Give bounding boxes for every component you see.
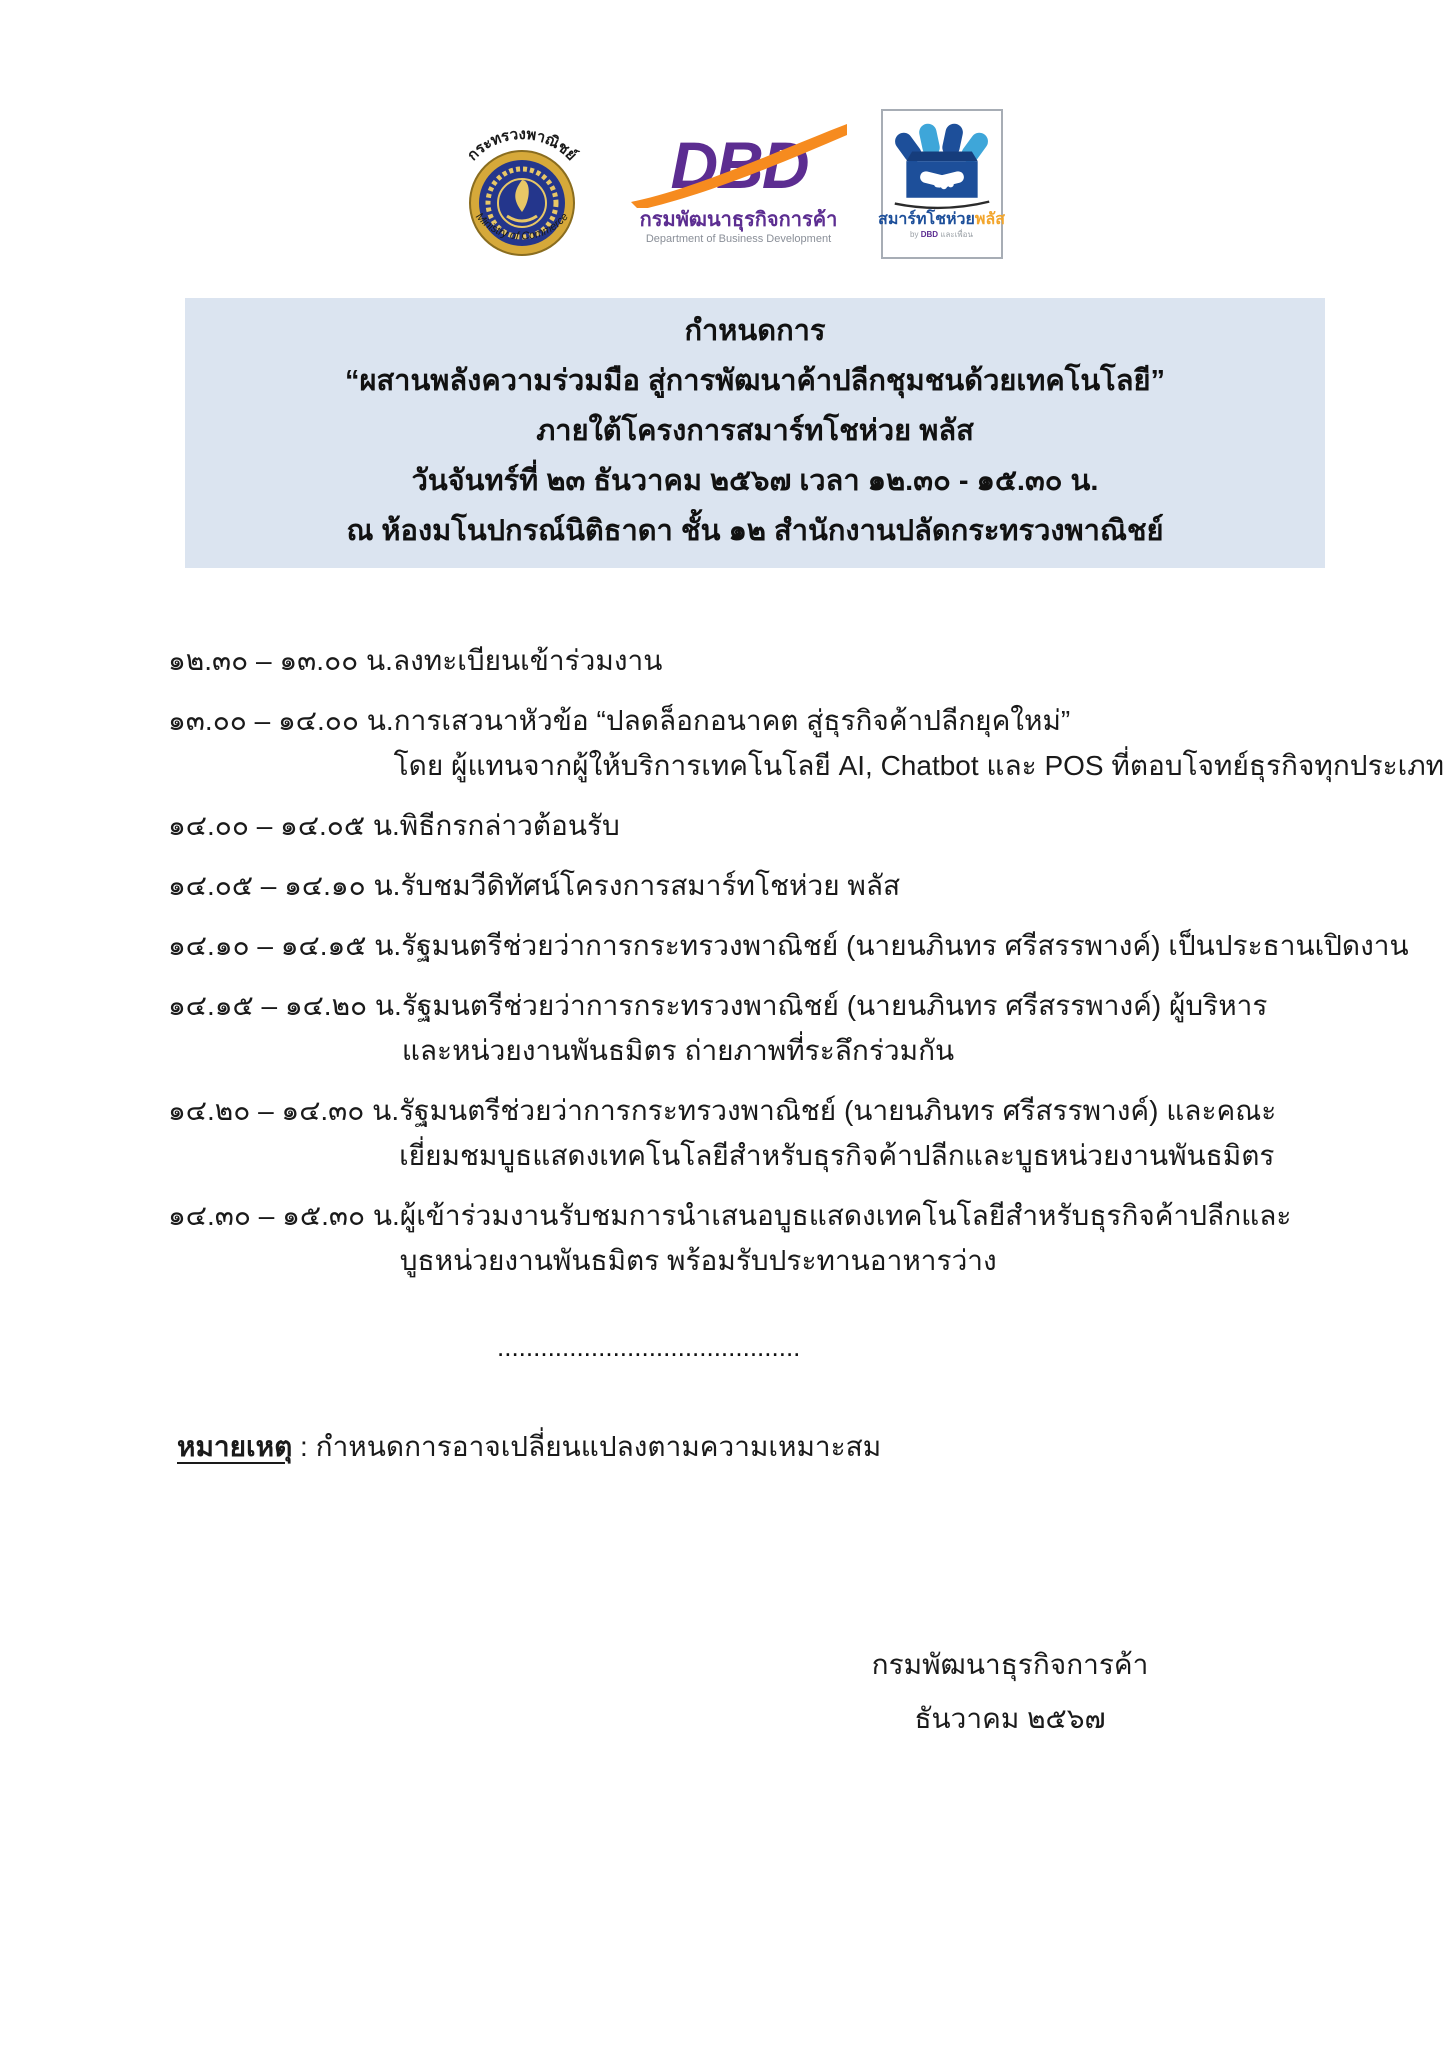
schedule-row: [168, 698, 1445, 788]
smart-chohuay-plus-icon: [889, 119, 995, 211]
agenda-header-block: [185, 298, 1325, 568]
footer-organization: กรมพัฒนาธุรกิจการค้า: [871, 1649, 1149, 1680]
agenda-program: ภายใต้โครงการสมาร์ทโชห่วย พลัส: [536, 415, 974, 447]
schedule-row: [168, 863, 1408, 908]
agenda-title: กำหนดการ: [684, 315, 826, 347]
agenda-datetime: วันจันทร์ที่ ๒๓ ธันวาคม ๒๕๖๗ เวลา ๑๒.๓๐ - ๑๕.๓๐ น.: [411, 465, 1099, 497]
dbd-logo: [629, 122, 849, 246]
note-label: หมายเหตุ: [177, 1431, 293, 1462]
schedule-description-line: และหน่วยงานพันธมิตร ถ่ายภาพที่ระลึกร่วมกัน: [401, 1035, 955, 1066]
schedule-description-line: รับชมวีดิทัศน์โครงการสมาร์ทโชห่วย พลัส: [400, 870, 901, 901]
dotted-separator: ..........................................: [497, 1332, 801, 1362]
schedule-time: ๑๒.๓๐ – ๑๓.๐๐ น.: [168, 645, 393, 676]
moc-arc-top-text: กระทรวงพาณิชย์: [463, 125, 580, 165]
schedule-description: [402, 983, 1408, 1073]
schedule-time: ๑๔.๑๕ – ๑๔.๒๐ น.: [168, 990, 402, 1021]
smart-byline-rest: และเพื่อน: [940, 230, 973, 239]
smart-chohuay-title: [878, 211, 1005, 229]
schedule-description-line: ผู้เข้าร่วมงานรับชมการนำเสนอบูธแสดงเทคโนโลยีสำหรับธุรกิจค้าปลีกและ: [399, 1200, 1292, 1231]
schedule-description-line: รัฐมนตรีช่วยว่าการกระทรวงพาณิชย์ (นายนภินทร ศรีสรรพางค์) และคณะ: [399, 1095, 1277, 1126]
smart-chohuay-plus-logo: [878, 109, 1005, 259]
schedule-row: [168, 803, 1408, 848]
schedule-description-line: พิธีกรกล่าวต้อนรับ: [399, 810, 620, 841]
note-colon: :: [292, 1431, 316, 1462]
moc-seal-icon: [447, 100, 597, 268]
schedule-row: [168, 1193, 1408, 1283]
schedule-row: [168, 983, 1408, 1073]
schedule-description: [400, 1193, 1408, 1283]
schedule-description: [401, 923, 1409, 968]
schedule-time: ๑๔.๐๐ – ๑๔.๐๕ น.: [168, 810, 400, 841]
schedule-description: [400, 863, 1408, 908]
logo-row: [0, 100, 1449, 268]
schedule-time: ๑๓.๐๐ – ๑๔.๐๐ น.: [168, 705, 394, 736]
dbd-thai-name: กรมพัฒนาธุรกิจการค้า: [639, 209, 838, 231]
schedule-description: [399, 1088, 1408, 1178]
smart-byline-brand: DBD: [920, 230, 939, 239]
note-text: กำหนดการอาจเปลี่ยนแปลงตามความเหมาะสม: [315, 1431, 882, 1462]
schedule-description-line: โดย ผู้แทนจากผู้ให้บริการเทคโนโลยี AI, Chatbot และ POS ที่ตอบโจทย์ธุรกิจทุกประเภท: [393, 750, 1445, 781]
schedule-time: ๑๔.๑๐ – ๑๔.๑๕ น.: [168, 930, 402, 961]
dbd-acronym-text: DBD: [670, 128, 807, 202]
dbd-english-name: Department of Business Development: [645, 233, 832, 245]
schedule-description-line: ลงทะเบียนเข้าร่วมงาน: [392, 645, 663, 676]
schedule-time: ๑๔.๐๕ – ๑๔.๑๐ น.: [168, 870, 401, 901]
footer-date: ธันวาคม ๒๕๖๗: [914, 1703, 1106, 1734]
schedule-row: [168, 923, 1408, 968]
schedule-row: [168, 1088, 1408, 1178]
schedule-time: ๑๔.๒๐ – ๑๔.๓๐ น.: [168, 1095, 400, 1126]
smart-byline-by: by: [910, 230, 919, 239]
schedule-description-line: การเสวนาหัวข้อ “ปลดล็อกอนาคต สู่ธุรกิจค้าปลีกยุคใหม่”: [393, 705, 1071, 736]
schedule-list: [168, 638, 1445, 1298]
schedule-row: [168, 638, 1408, 683]
schedule-description-line: รัฐมนตรีช่วยว่าการกระทรวงพาณิชย์ (นายนภินทร ศรีสรรพางค์) ผู้บริหาร: [401, 990, 1268, 1021]
smart-chohuay-title-suffix: พลัส: [974, 211, 1005, 228]
dbd-logo-icon: [629, 122, 849, 208]
schedule-description: [400, 803, 1408, 848]
smart-chohuay-byline: [910, 229, 973, 240]
schedule-description: [394, 698, 1445, 788]
schedule-description-line: บูธหน่วยงานพันธมิตร พร้อมรับประทานอาหารว่าง: [399, 1245, 997, 1276]
schedule-description-line: เยี่ยมชมบูธแสดงเทคโนโลยีสำหรับธุรกิจค้าปลีกและบูธหน่วยงานพันธมิตร: [399, 1140, 1275, 1171]
agenda-venue: ณ ห้องมโนปกรณ์นิติธาดา ชั้น ๑๒ สำนักงานปลัดกระทรวงพาณิชย์: [346, 515, 1164, 547]
schedule-description-line: รัฐมนตรีช่วยว่าการกระทรวงพาณิชย์ (นายนภินทร ศรีสรรพางค์) เป็นประธานเปิดงาน: [401, 930, 1409, 961]
moc-arc-bottom-text: Ministry of Commerce: [472, 210, 571, 243]
note-line: [177, 1424, 881, 1470]
smart-chohuay-title-main: สมาร์ทโชห่วย: [878, 211, 975, 228]
footer-signoff: [835, 1638, 1185, 1746]
ministry-of-commerce-logo: [447, 100, 597, 268]
schedule-time: ๑๔.๓๐ – ๑๕.๓๐ น.: [168, 1200, 400, 1231]
schedule-description: [393, 638, 1408, 683]
agenda-theme: “ผสานพลังความร่วมมือ สู่การพัฒนาค้าปลีกชุมชนด้วยเทคโนโลยี”: [344, 365, 1166, 397]
